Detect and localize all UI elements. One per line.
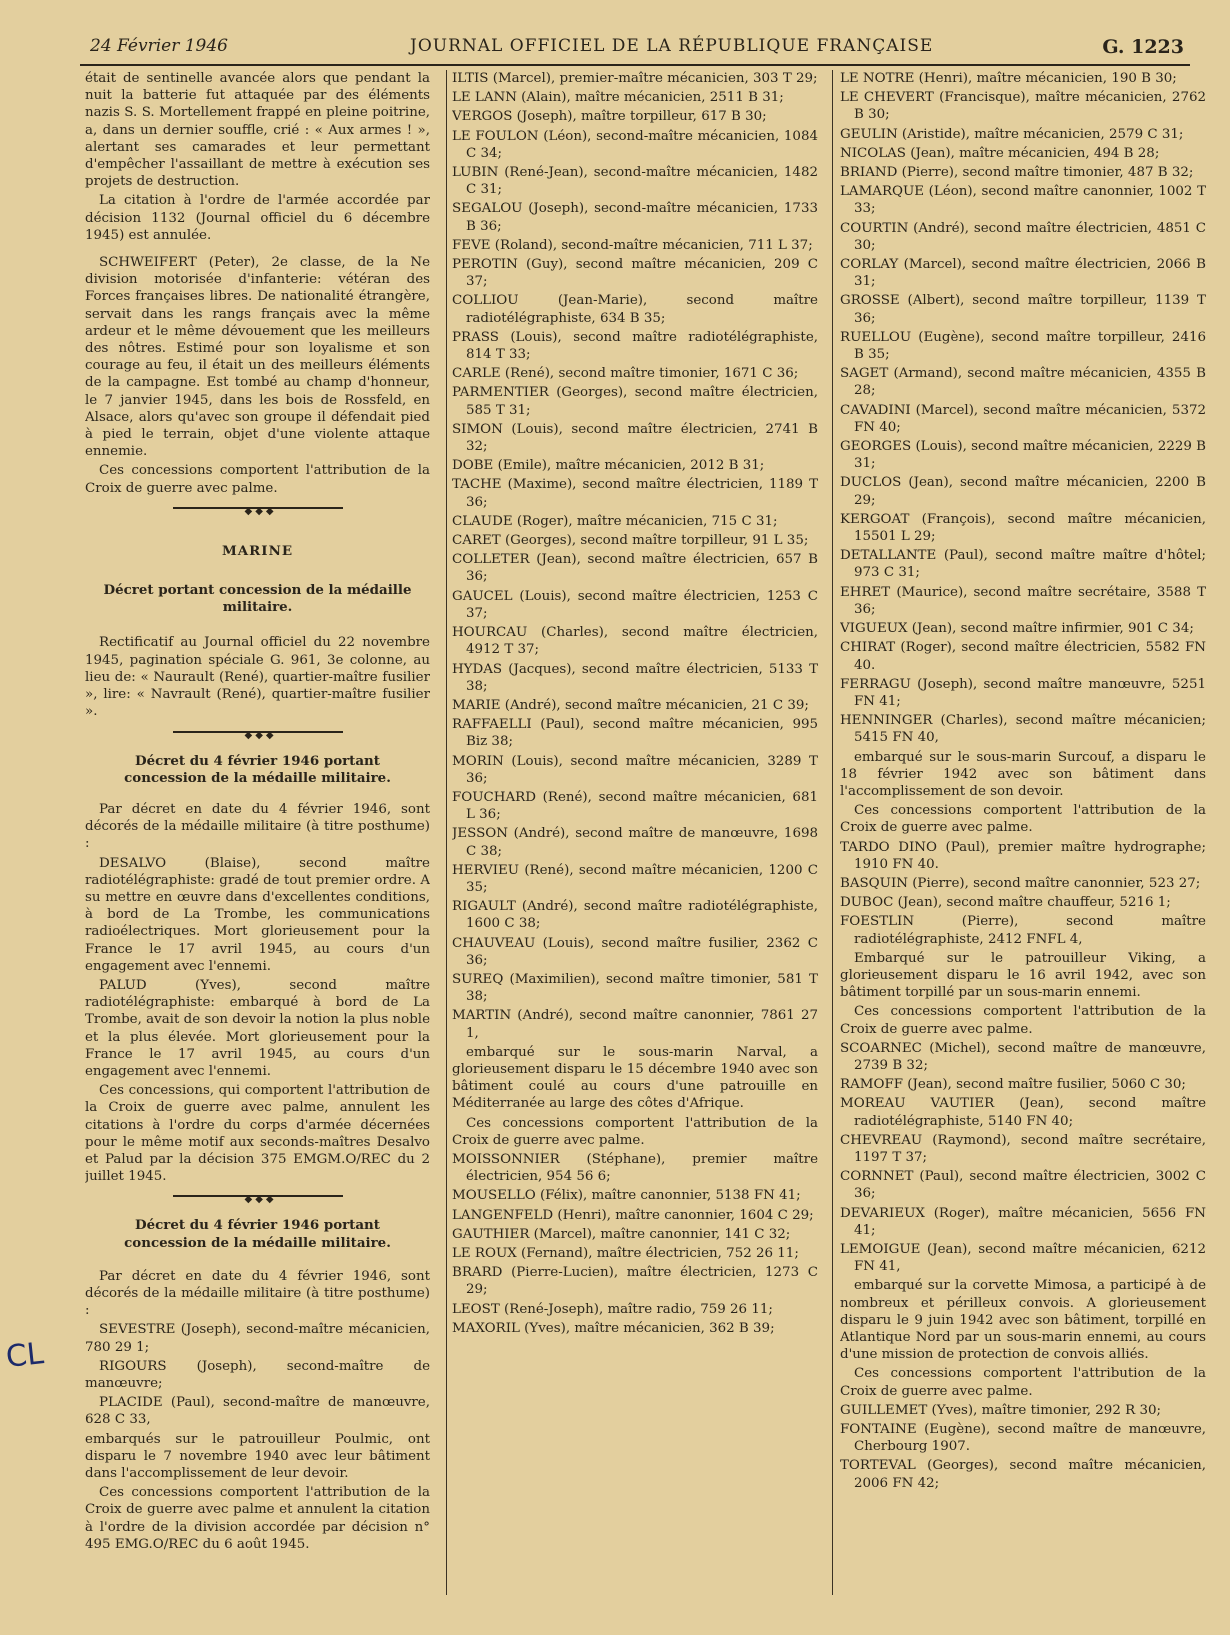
list-entry: TARDO DINO (Paul), premier maître hydrographe; 1910 FN 40. bbox=[840, 839, 1206, 872]
list-entry: COLLETER (Jean), second maître électricien, 657 B 36; bbox=[452, 552, 818, 585]
column-2 bbox=[452, 70, 818, 1635]
list-entry: HENNINGER (Charles), second maître mécanicien; 5415 FN 40, bbox=[840, 713, 1206, 746]
list-entry: GEULIN (Aristide), maître mécanicien, 2579 C 31; bbox=[840, 126, 1184, 142]
list-entry: HOURCAU (Charles), second maître électricien, 4912 T 37; bbox=[452, 625, 818, 658]
paragraph: SCHWEIFERT (Peter), 2e classe, de la Ne division motorisée d'infanterie: vétéran des Forces françaises libres. De nationalité étrangère, servait dans les rangs français avec la même ardeur et le même dévouement que les meilleurs des nôtres. Estimé pour son loyalisme et son courage au feu, il était un des meilleurs éléments de la campagne. Est tombé au champ d'honneur, le 7 janvier 1945, dans les bois de Rossfeld, en Alsace, alors qu'avec son groupe il défendait pied à pied le terrain, objet d'une violente attaque ennemie. bbox=[85, 255, 430, 460]
list-entry: VERGOS (Joseph), maître torpilleur, 617 B 30; bbox=[452, 109, 767, 125]
list-entry: MAXORIL (Yves), maître mécanicien, 362 B 39; bbox=[452, 1320, 775, 1336]
list-entry: RIGAULT (André), second maître radiotélégraphiste, 1600 C 38; bbox=[452, 899, 818, 932]
decree-heading: Décret du 4 février 1946 portant concession de la médaille militaire. bbox=[124, 1217, 391, 1251]
paragraph: était de sentinelle avancée alors que pendant la nuit la batterie fut attaquée par des éléments nazis S. S. Mortellement frappé en pleine poitrine, a, dans un dernier souffle, crié : « Aux armes ! », alertant ses camarades et leur permettant d'empêcher l'assaillant de mettre à exécution ses projets de destruction. bbox=[85, 71, 430, 190]
list-entry: DOBE (Emile), maître mécanicien, 2012 B 31; bbox=[452, 458, 765, 474]
list-entry: Ces concessions comportent l'attribution de la Croix de guerre avec palme. bbox=[840, 803, 1206, 836]
list-entry: DETALLANTE (Paul), second maître maître d'hôtel; 973 C 31; bbox=[840, 548, 1206, 581]
list-entry: LEOST (René-Joseph), maître radio, 759 26 11; bbox=[452, 1301, 773, 1317]
list-entry: DEVARIEUX (Roger), maître mécanicien, 5656 FN 41; bbox=[840, 1205, 1206, 1238]
list-entry: PARMENTIER (Georges), second maître électricien, 585 T 31; bbox=[452, 385, 818, 418]
list-entry: FOESTLIN (Pierre), second maître radiotélégraphiste, 2412 FNFL 4, bbox=[840, 914, 1206, 947]
list-entry: embarqué sur le sous-marin Surcouf, a disparu le 18 février 1942 avec son bâtiment dans l'accomplissement de son devoir. bbox=[840, 749, 1206, 799]
list-entry: MOUSELLO (Félix), maître canonnier, 5138 FN 41; bbox=[452, 1188, 801, 1204]
list-entry: CORLAY (Marcel), second maître électricien, 2066 B 31; bbox=[840, 257, 1206, 290]
paragraph: PLACIDE (Paul), second-maître de manœuvre, 628 C 33, bbox=[85, 1395, 430, 1428]
paragraph: PALUD (Yves), second maître radiotélégraphiste: embarqué à bord de La Trombe, avait de son devoir la notion la plus noble et la plus élevée. Mort glorieusement pour la France le 17 avril 1945, au cours d'un engagement avec l'ennemi. bbox=[85, 977, 430, 1079]
header-date: 24 Février 1946 bbox=[90, 36, 228, 56]
list-entry: FOUCHARD (René), second maître mécanicien, 681 L 36; bbox=[452, 789, 818, 823]
list-entry: EHRET (Maurice), second maître secrétaire, 3588 T 36; bbox=[840, 584, 1206, 617]
header-page-number: G. 1223 bbox=[1102, 36, 1184, 58]
paragraph: Rectificatif au Journal officiel du 22 novembre 1945, pagination spéciale G. 961, 3e colonne, au lieu de: « Naurault (René), quartier-maître fusilier », lire: « Navrault (René), quartier-maître fusilier ». bbox=[85, 635, 430, 720]
list-entry: Ces concessions comportent l'attribution de la Croix de guerre avec palme. bbox=[840, 1004, 1206, 1037]
ornament-divider: ◆◆◆ bbox=[173, 507, 343, 517]
list-entry: FONTAINE (Eugène), second maître de manœuvre, Cherbourg 1907. bbox=[840, 1422, 1206, 1455]
list-entry: HYDAS (Jacques), second maître électricien, 5133 T 38; bbox=[452, 661, 818, 694]
paragraph: SEVESTRE (Joseph), second-maître mécanicien, 780 29 1; bbox=[85, 1322, 430, 1355]
list-entry: RAMOFF (Jean), second maître fusilier, 5060 C 30; bbox=[840, 1077, 1186, 1093]
list-entry: NICOLAS (Jean), maître mécanicien, 494 B 28; bbox=[840, 145, 1160, 161]
list-entry: MORIN (Louis), second maître mécanicien, 3289 T 36; bbox=[452, 753, 818, 786]
list-entry: PEROTIN (Guy), second maître mécanicien, 209 C 37; bbox=[452, 257, 818, 290]
list-entry: LE NOTRE (Henri), maître mécanicien, 190 B 30; bbox=[840, 71, 1177, 86]
paragraph: Ces concessions, qui comportent l'attribution de la Croix de guerre avec palme, annulent les citations à l'ordre du corps d'armée décernées pour le même motif aux seconds-maîtres Desalvo et Palud par la décision 375 EMGM.O/REC du 2 juillet 1945. bbox=[85, 1083, 430, 1185]
list-entry: SAGET (Armand), second maître mécanicien, 4355 B 28; bbox=[840, 366, 1206, 399]
list-entry: Embarqué sur le patrouilleur Viking, a glorieusement disparu le 16 avril 1942, avec son bâtiment torpillé par un sous-marin ennemi. bbox=[840, 950, 1206, 1001]
paragraph: embarqués sur le patrouilleur Poulmic, ont disparu le 7 novembre 1940 avec leur bâtiment dans l'accomplissement de leur devoir. bbox=[85, 1431, 430, 1482]
list-entry: FEVE (Roland), second-maître mécanicien, 711 L 37; bbox=[452, 237, 813, 253]
list-entry: KERGOAT (François), second maître mécanicien, 15501 L 29; bbox=[840, 511, 1206, 545]
list-entry: CHEVREAU (Raymond), second maître secrétaire, 1197 T 37; bbox=[840, 1132, 1206, 1165]
list-entry: MOREAU VAUTIER (Jean), second maître radiotélégraphiste, 5140 FN 40; bbox=[840, 1096, 1206, 1129]
list-entry: COURTIN (André), second maître électricien, 4851 C 30; bbox=[840, 220, 1206, 253]
list-entry: ILTIS (Marcel), premier-maître mécanicien, 303 T 29; bbox=[452, 71, 818, 86]
list-entry: BRIAND (Pierre), second maître timonier, 487 B 32; bbox=[840, 165, 1194, 181]
list-entry: FERRAGU (Joseph), second maître manœuvre, 5251 FN 41; bbox=[840, 676, 1206, 709]
list-entry: CAVADINI (Marcel), second maître mécanicien, 5372 FN 40; bbox=[840, 402, 1206, 435]
list-entry: CHAUVEAU (Louis), second maître fusilier, 2362 C 36; bbox=[452, 935, 818, 968]
column-1 bbox=[85, 70, 430, 1635]
handwritten-mark: CL bbox=[4, 1336, 46, 1375]
list-entry: MARTIN (André), second maître canonnier, 7861 27 1, bbox=[452, 1008, 818, 1041]
list-entry: BRARD (Pierre-Lucien), maître électricien, 1273 C 29; bbox=[452, 1265, 818, 1298]
list-entry: DUBOC (Jean), second maître chauffeur, 5216 1; bbox=[840, 895, 1171, 911]
list-entry: COLLIOU (Jean-Marie), second maître radiotélégraphiste, 634 B 35; bbox=[452, 293, 818, 326]
list-entry: embarqué sur le sous-marin Narval, a glorieusement disparu le 15 décembre 1940 avec son bâtiment coulé au cours d'une patrouille en Méditerranée au large des côtes d'Afrique. bbox=[452, 1044, 818, 1112]
list-entry: GROSSE (Albert), second maître torpilleur, 1139 T 36; bbox=[840, 293, 1206, 326]
list-entry: SIMON (Louis), second maître électricien, 2741 B 32; bbox=[452, 421, 818, 455]
list-entry: CARET (Georges), second maître torpilleur, 91 L 35; bbox=[452, 533, 809, 549]
list-entry: CARLE (René), second maître timonier, 1671 C 36; bbox=[452, 366, 799, 382]
header-title: JOURNAL OFFICIEL DE LA RÉPUBLIQUE FRANÇAISE bbox=[410, 36, 934, 56]
list-entry: MARIE (André), second maître mécanicien, 21 C 39; bbox=[452, 697, 809, 713]
list-entry: JESSON (André), second maître de manœuvre, 1698 C 38; bbox=[452, 826, 818, 859]
ornament-divider: ◆◆◆ bbox=[173, 731, 343, 741]
paragraph: RIGOURS (Joseph), second-maître de manœuvre; bbox=[85, 1358, 430, 1391]
paragraph: Ces concessions comportent l'attribution de la Croix de guerre avec palme. bbox=[85, 463, 430, 496]
section-heading: MARINE bbox=[221, 542, 294, 559]
list-entry: SUREQ (Maximilien), second maître timonier, 581 T 38; bbox=[452, 971, 818, 1005]
list-entry: HERVIEU (René), second maître mécanicien, 1200 C 35; bbox=[452, 862, 818, 895]
list-entry: CLAUDE (Roger), maître mécanicien, 715 C 31; bbox=[452, 513, 778, 529]
list-entry: TACHE (Maxime), second maître électricien, 1189 T 36; bbox=[452, 477, 818, 510]
list-entry: LE CHEVERT (Francisque), maître mécanicien, 2762 B 30; bbox=[840, 90, 1206, 123]
list-entry: SCOARNEC (Michel), second maître de manœuvre, 2739 B 32; bbox=[840, 1040, 1206, 1073]
column-rule bbox=[832, 70, 833, 1595]
paragraph: Ces concessions comportent l'attribution de la Croix de guerre avec palme et annulent la citation à l'ordre de la division accordée par décision n° 495 EMG.O/REC du 6 août 1945. bbox=[85, 1485, 430, 1552]
paragraph: Par décret en date du 4 février 1946, sont décorés de la médaille militaire (à titre posthume) : bbox=[85, 1268, 430, 1319]
page-header bbox=[80, 34, 1190, 66]
paragraph: Par décret en date du 4 février 1946, sont décorés de la médaille militaire (à titre posthume) : bbox=[85, 801, 430, 852]
decree-heading: Décret du 4 février 1946 portant concession de la médaille militaire. bbox=[124, 752, 391, 786]
list-entry: LE ROUX (Fernand), maître électricien, 752 26 11; bbox=[452, 1246, 799, 1261]
list-entry: RAFFAELLI (Paul), second maître mécanicien, 995 Biz 38; bbox=[452, 717, 818, 750]
list-entry: GAUCEL (Louis), second maître électricien, 1253 C 37; bbox=[452, 588, 818, 621]
list-entry: CHIRAT (Roger), second maître électricien, 5582 FN 40. bbox=[840, 640, 1206, 673]
list-entry: VIGUEUX (Jean), second maître infirmier, 901 C 34; bbox=[840, 621, 1194, 637]
column-rule bbox=[446, 70, 447, 1595]
ornament-divider: ◆◆◆ bbox=[173, 1195, 343, 1205]
list-entry: LAMARQUE (Léon), second maître canonnier, 1002 T 33; bbox=[840, 184, 1206, 217]
list-entry: LE FOULON (Léon), second-maître mécanicien, 1084 C 34; bbox=[452, 128, 818, 161]
list-entry: Ces concessions comportent l'attribution de la Croix de guerre avec palme. bbox=[452, 1115, 818, 1148]
list-entry: DUCLOS (Jean), second maître mécanicien, 2200 B 29; bbox=[840, 475, 1206, 508]
paragraph: DESALVO (Blaise), second maître radiotélégraphiste: gradé de tout premier ordre. A su mettre en œuvre dans d'excellentes conditions, à bord de La Trombe, les communications radioélectriques. Mort glorieusement pour la France le 17 avril 1945, au cours d'un engagement avec l'ennemi. bbox=[85, 855, 430, 974]
list-entry: RUELLOU (Eugène), second maître torpilleur, 2416 B 35; bbox=[840, 329, 1206, 363]
list-entry: Ces concessions comportent l'attribution de la Croix de guerre avec palme. bbox=[840, 1366, 1206, 1399]
list-entry: BASQUIN (Pierre), second maître canonnier, 523 27; bbox=[840, 875, 1201, 891]
list-entry: SEGALOU (Joseph), second-maître mécanicien, 1733 B 36; bbox=[452, 201, 818, 234]
list-entry: MOISSONNIER (Stéphane), premier maître électricien, 954 56 6; bbox=[452, 1151, 818, 1185]
list-entry: TORTEVAL (Georges), second maître mécanicien, 2006 FN 42; bbox=[840, 1458, 1206, 1491]
list-entry: LANGENFELD (Henri), maître canonnier, 1604 C 29; bbox=[452, 1207, 814, 1223]
list-entry: PRASS (Louis), second maître radiotélégraphiste, 814 T 33; bbox=[452, 329, 818, 363]
list-entry: LE LANN (Alain), maître mécanicien, 2511 B 31; bbox=[452, 90, 784, 106]
list-entry: CORNNET (Paul), second maître électricien, 3002 C 36; bbox=[840, 1169, 1206, 1202]
list-entry: GAUTHIER (Marcel), maître canonnier, 141 C 32; bbox=[452, 1226, 791, 1242]
list-entry: GUILLEMET (Yves), maître timonier, 292 R 30; bbox=[840, 1402, 1161, 1418]
column-3 bbox=[840, 70, 1206, 1635]
decree-heading: Décret portant concession de la médaille militaire. bbox=[103, 582, 412, 616]
list-entry: LEMOIGUE (Jean), second maître mécanicien, 6212 FN 41, bbox=[840, 1242, 1206, 1275]
list-entry: GEORGES (Louis), second maître mécanicien, 2229 B 31; bbox=[840, 439, 1206, 472]
paragraph: La citation à l'ordre de l'armée accordée par décision 1132 (Journal officiel du 6 décembre 1945) est annulée. bbox=[85, 193, 430, 243]
list-entry: LUBIN (René-Jean), second-maître mécanicien, 1482 C 31; bbox=[452, 165, 818, 198]
list-entry: embarqué sur la corvette Mimosa, a participé à de nombreux et périlleux convois. A glorieusement disparu le 9 juin 1942 avec son bâtiment, torpillé en Atlantique Nord par un sous-marin ennemi, au cours d'une mission de protection de convois alliés. bbox=[840, 1278, 1206, 1363]
